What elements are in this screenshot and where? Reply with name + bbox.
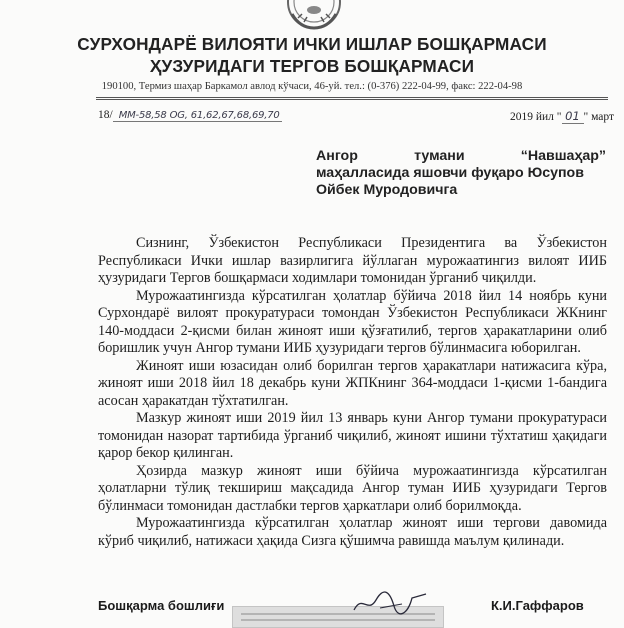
signatory-title: Бошқарма бошлиғи — [98, 598, 225, 613]
signatory-name: К.И.Гаффаров — [491, 598, 584, 613]
organization-name-line1: СУРХОНДАРЁ ВИЛОЯТИ ИЧКИ ИШЛАР БОШҚАРМАСИ — [77, 34, 547, 54]
recipient-line1 — [316, 148, 606, 165]
body-paragraph: Мазкур жиноят иши 2019 йил 13 январь куни Ангор тумани прокуратураси томонидан назорат тартибида ўрганиб чиқилиб, жиноят ишини тўхтатиш ҳақидаги қарор бекор қилинган. — [98, 410, 607, 461]
recipient-word: “Навшаҳар” — [520, 148, 606, 164]
reference-prefix: 18/ — [98, 109, 113, 121]
letter-body — [98, 235, 607, 550]
body-paragraph: Сизнинг, Ўзбекистон Республикаси Президентига ва Ўзбекистон Республикаси Ички ишлар вазирлигига йўллаган мурожаатингиз вилоят ИИБ ҳузуридаги Тергов бошқармаси ходимлари томонидан ўрганиб чиқилди. — [98, 235, 607, 286]
recipient-block — [316, 148, 606, 199]
body-paragraph: Жиноят иши юзасидан олиб борилган тергов ҳаракатлари натижасига кўра, жиноят иши 2018 йил 18 декабрь куни ЖПКнинг 364-моддаси 1-қисми 1-бандига асосан ҳаракатдан тўхтатилган. — [98, 357, 607, 409]
recipient-line3: Ойбек Муродовичга — [316, 182, 458, 198]
reference-number-handwritten: ММ-58,58 ОG, 61,62,67,68,69,70 — [113, 110, 282, 122]
recipient-line2: маҳалласида яшовчи фуқаро Юсупов — [316, 165, 584, 181]
handwritten-signature-icon — [350, 588, 430, 618]
outgoing-reference — [98, 109, 282, 122]
header-divider — [96, 99, 608, 100]
uzbekistan-emblem-icon — [286, 0, 342, 30]
letter-date — [510, 109, 614, 124]
body-paragraph: Ҳозирда мазкур жиноят иши бўйича мурожаатингизда кўрсатилган ҳолатларни тўлиқ текшириш мақсадида Ангор туман ИИБ ҳузуридаги Тергов бўлинмаси томонидан дастлабки тергов ҳаркатлари олиб борилмоқда. — [98, 462, 607, 514]
recipient-word: тумани — [414, 148, 465, 164]
body-paragraph: Мурожаатингизда кўрсатилган ҳолатлар бўйича 2018 йил 14 ноябрь куни Сурхондарё вилоят прокуратураси томондан Ўзбекистон Республикаси ЖКнинг 140-моддаси 2-қисми билан жиноят иши қўзғатилиб, тергов ҳаракатларини олиб боришлик учун Ангор тумани ИИБ ҳузуридаги тергов бўлинмасига юборилган. — [98, 287, 607, 356]
date-day-handwritten: 01 — [562, 109, 584, 124]
organization-address: 190100, Термиз шаҳар Баркамол авлод кўчаси, 46-уй. тел.: (0-376) 222-04-99, факс: 222-04-98 — [101, 81, 523, 92]
organization-name-line2: ҲУЗУРИДАГИ ТЕРГОВ БОШҚАРМАСИ — [149, 56, 475, 76]
date-prefix: 2019 йил " — [510, 111, 562, 123]
date-suffix: " март — [583, 111, 614, 123]
recipient-word: Ангор — [316, 148, 358, 164]
header-divider — [96, 97, 608, 98]
body-paragraph: Мурожаатингизда кўрсатилган ҳолатлар жиноят иши тергови давомида кўриб чиқилиб, натижаси ҳақида Сизга қўшимча равишда маълум қилинади. — [98, 515, 607, 549]
